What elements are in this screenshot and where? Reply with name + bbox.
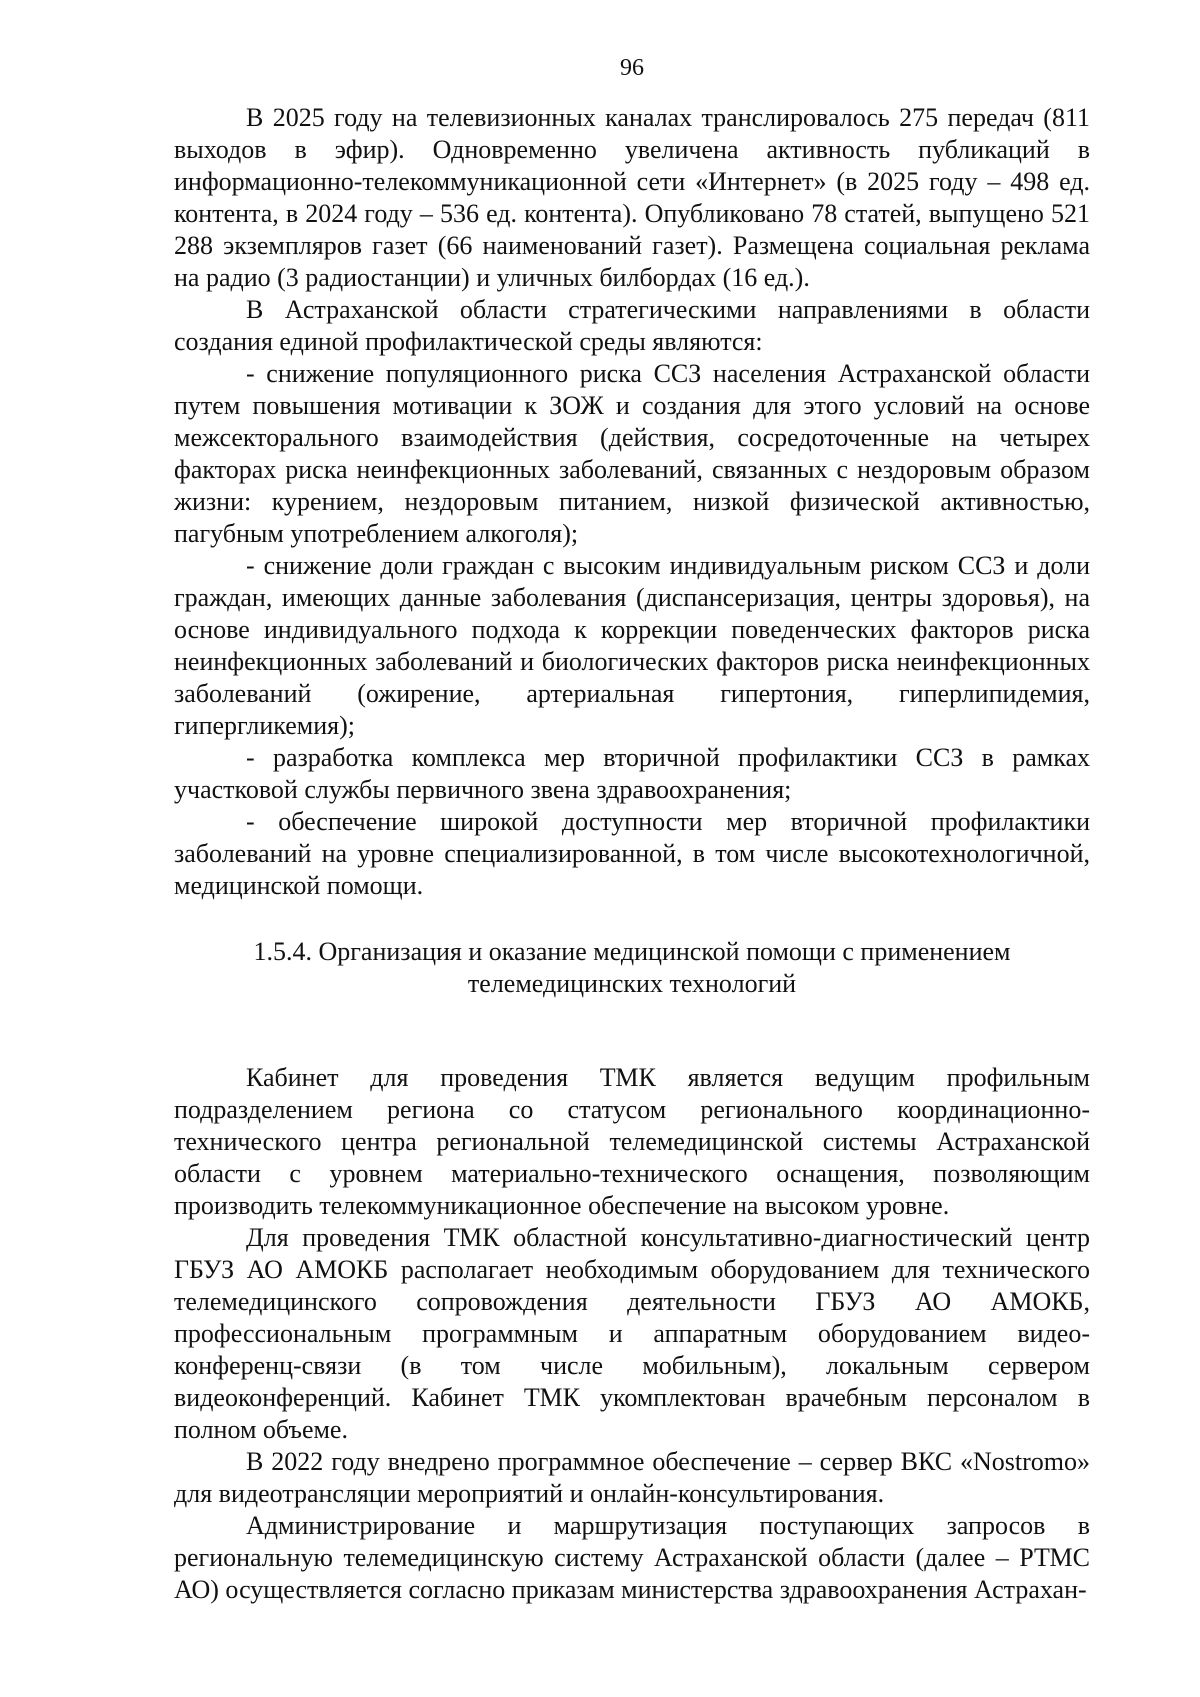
page-number: 96: [620, 55, 644, 81]
paragraph-administration: Администрирование и маршрутизация поступающих запросов в региональную телемедицинскую систему Астраханской области (далее – РТМС АО) осуществляется согласно приказам министерства здравоохранения Астрахан-: [174, 1511, 1090, 1604]
body-text-bottom: [174, 1062, 1090, 1606]
list-item-secondary-prevention: - разработка комплекса мер вторичной профилактики ССЗ в рамках участковой службы первичного звена здравоохранения;: [174, 743, 1090, 804]
list-item-individual-risk: - снижение доли граждан с высоким индивидуальным риском ССЗ и доли граждан, имеющих данные заболевания (диспансеризация, центры здоровья), на основе индивидуального подхода к коррекции поведенческих факторов риска неинфекционных заболеваний и биологических факторов риска неинфекционных заболеваний (ожирение, артериальная гипертония, гиперлипидемия, гипергликемия);: [174, 551, 1090, 740]
document-page: [174, 52, 1090, 1606]
section-heading-line-1: 1.5.4. Организация и оказание медицинской помощи с применением: [253, 937, 1011, 966]
paragraph-strategic-directions: В Астраханской области стратегическими направлениями в области создания единой профилактической среды являются:: [174, 295, 1090, 356]
list-item-population-risk: - снижение популяционного риска ССЗ населения Астраханской области путем повышения мотивации к ЗОЖ и создания для этого условий на основе межсекторального взаимодействия (действия, сосредоточенные на четырех факторах риска неинфекционных заболеваний, связанных с нездоровым образом жизни: курением, нездоровым питанием, низкой физической активностью, пагубным употреблением алкоголя);: [174, 359, 1090, 548]
section-heading-line-2: телемедицинских технологий: [467, 969, 797, 998]
list-item-accessibility: - обеспечение широкой доступности мер вторичной профилактики заболеваний на уровне специализированной, в том числе высокотехнологичной, медицинской помощи.: [174, 807, 1090, 900]
section-heading: [174, 936, 1090, 1000]
paragraph-nostromo: В 2022 году внедрено программное обеспечение – сервер ВКС «Nostromo» для видеотрансляции мероприятий и онлайн-консультирования.: [174, 1447, 1090, 1508]
paragraph-broadcast-stats: В 2025 году на телевизионных каналах транслировалось 275 передач (811 выходов в эфир). Одновременно увеличена активность публикаций в информационно-телекоммуникационной сети «Интернет» (в 2025 году – 498 ед. контента, в 2024 году – 536 ед. контента). Опубликовано 78 статей, выпущено 521 288 экземпляров газет (66 наименований газет). Размещена социальная реклама на радио (3 радиостанции) и уличных билбордах (16 ед.).: [174, 103, 1090, 292]
body-text-top: [174, 102, 1090, 902]
paragraph-tmk-cabinet: Кабинет для проведения ТМК является ведущим профильным подразделением региона со статусом регионального координационно-технического центра региональной телемедицинской системы Астраханской области с уровнем материально-технического оснащения, позволяющим производить телекоммуникационное обеспечение на высоком уровне.: [174, 1063, 1090, 1220]
paragraph-tmk-equipment: Для проведения ТМК областной консультативно-диагностический центр ГБУЗ АО АМОКБ располагает необходимым оборудованием для технического телемедицинского сопровождения деятельности ГБУЗ АО АМОКБ, профессиональным программным и аппаратным оборудованием видео-конференц-связи (в том числе мобильным), локальным сервером видеоконференций. Кабинет ТМК укомплектован врачебным персоналом в полном объеме.: [174, 1223, 1090, 1444]
